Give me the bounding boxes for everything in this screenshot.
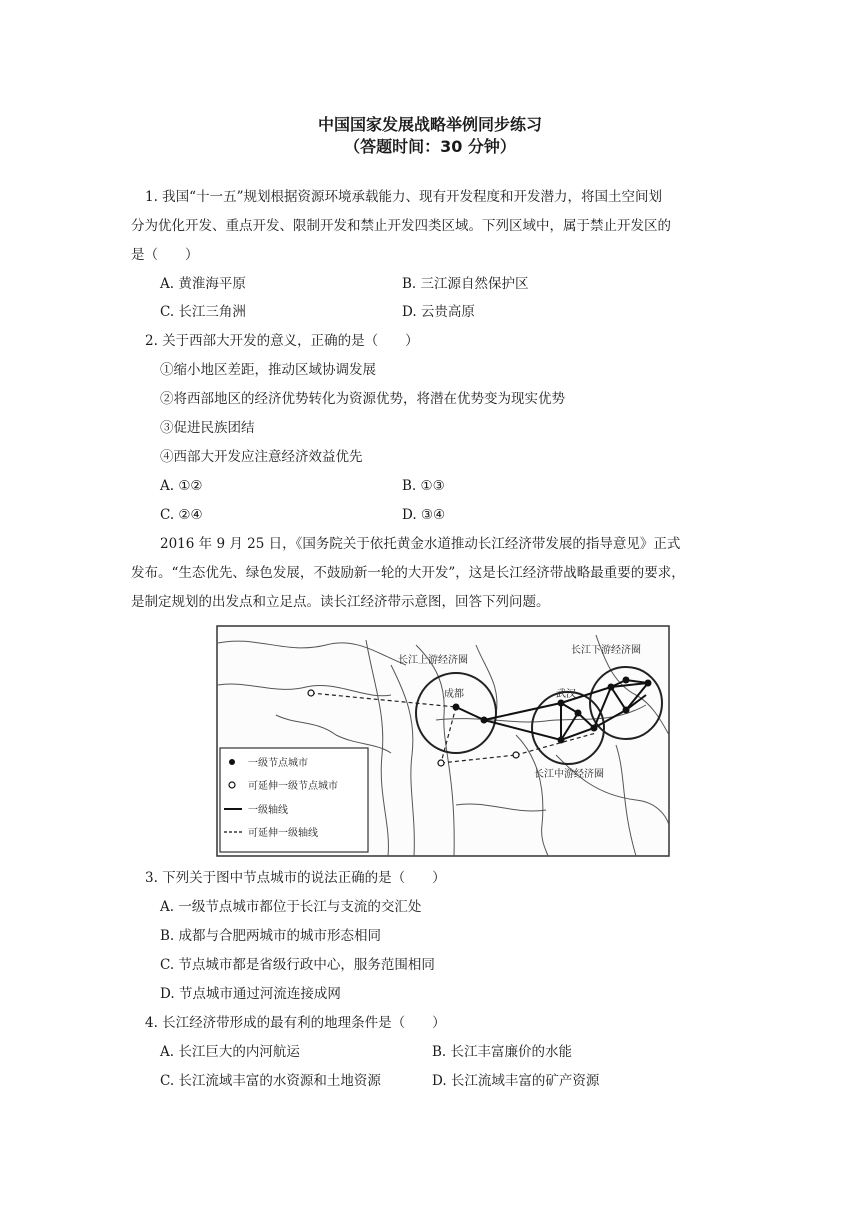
q2-item-2: ②将西部地区的经济优势转化为资源优势，将潜在优势变为现实优势	[160, 391, 565, 407]
q2-item-4: ④西部大开发应注意经济效益优先	[160, 449, 363, 465]
q3-option-d[interactable]: D. 节点城市通过河流连接成网	[160, 986, 341, 1002]
q4-option-d[interactable]: D. 长江流域丰富的矿产资源	[432, 1073, 600, 1089]
passage-line-3: 是制定规划的出发点和立足点。读长江经济带示意图，回答下列问题。	[131, 594, 550, 610]
q1-stem-line-2: 分为优化开发、重点开发、限制开发和禁止开发四类区域。下列区域中，属于禁止开发区的	[131, 218, 671, 234]
legend-item-3: 一级轴线	[248, 805, 288, 816]
q1-stem-line-3: 是（ ）	[131, 247, 199, 263]
q3-option-c[interactable]: C. 节点城市都是省级行政中心，服务范围相同	[160, 957, 435, 973]
q3-stem: 3. 下列关于图中节点城市的说法正确的是（ ）	[145, 870, 446, 886]
q3-option-b[interactable]: B. 成都与合肥两城市的城市形态相同	[160, 928, 382, 944]
label-upper-circle: 长江上游经济圈	[398, 655, 468, 666]
map-legend	[220, 748, 368, 852]
page-title: 中国国家发展战略举例同步练习	[317, 115, 542, 134]
q2-option-d[interactable]: D. ③④	[402, 507, 446, 523]
map-svg	[216, 625, 670, 857]
q4-option-b[interactable]: B. 长江丰富廉价的水能	[432, 1044, 573, 1060]
q1-stem-line-1: 1. 我国“十一五”规划根据资源环境承载能力、现有开发程度和开发潜力，将国土空间划	[145, 189, 662, 205]
q2-item-1: ①缩小地区差距，推动区域协调发展	[160, 362, 376, 378]
q2-option-c[interactable]: C. ②④	[160, 507, 203, 523]
q4-option-a[interactable]: A. 长江巨大的内河航运	[160, 1044, 300, 1060]
q1-option-a[interactable]: A. 黄淮海平原	[160, 276, 246, 292]
q4-stem: 4. 长江经济带形成的最有利的地理条件是（ ）	[145, 1015, 446, 1031]
label-middle-circle: 长江中游经济圈	[534, 769, 604, 780]
q1-option-c[interactable]: C. 长江三角洲	[160, 304, 246, 320]
legend-item-2: 可延伸一级节点城市	[248, 781, 338, 792]
q2-item-3: ③促进民族团结	[160, 420, 255, 436]
q2-option-b[interactable]: B. ①③	[402, 478, 445, 494]
q4-option-c[interactable]: C. 长江流域丰富的水资源和土地资源	[160, 1073, 381, 1089]
legend-item-1: 一级节点城市	[248, 758, 308, 769]
label-chengdu: 成都	[444, 689, 464, 700]
passage-line-2: 发布。“生态优先、绿色发展，不鼓励新一轮的大开发”，这是长江经济带战略最重要的要求，	[131, 565, 685, 581]
q1-option-b[interactable]: B. 三江源自然保护区	[402, 276, 529, 292]
label-lower-circle: 长江下游经济圈	[571, 645, 641, 656]
label-wuhan: 武汉	[556, 689, 576, 700]
q1-option-d[interactable]: D. 云贵高原	[402, 304, 475, 320]
yangtze-economic-belt-map	[216, 625, 670, 857]
legend-item-4: 可延伸一级轴线	[248, 828, 318, 839]
q2-option-a[interactable]: A. ①②	[160, 478, 203, 494]
q2-stem: 2. 关于西部大开发的意义，正确的是（ ）	[145, 333, 419, 349]
page-subtitle: （答题时间：30 分钟）	[344, 137, 516, 156]
passage-line-1: 2016 年 9 月 25 日，《国务院关于依托黄金水道推动长江经济带发展的指导意见》正式	[160, 536, 681, 552]
q3-option-a[interactable]: A. 一级节点城市都位于长江与支流的交汇处	[160, 899, 422, 915]
